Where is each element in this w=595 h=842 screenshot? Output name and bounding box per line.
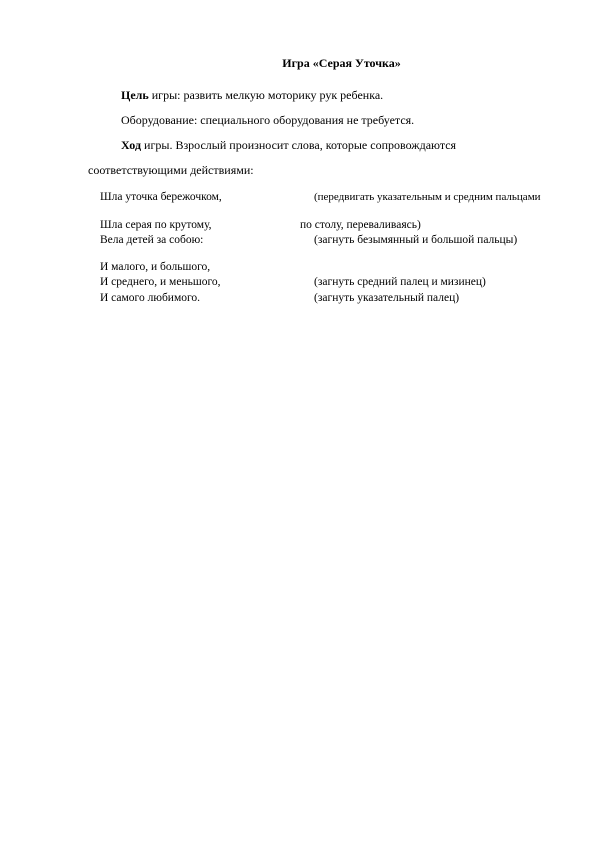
page-title: Игра «Серая Уточка» [282, 56, 401, 70]
poem-line-right: (загнуть средний палец и мизинец) [314, 276, 486, 288]
procedure-continuation: соответствующими действиями: [88, 163, 254, 177]
goal-text: игры: развить мелкую моторику рук ребенка. [148, 88, 384, 102]
procedure-label: Ход [121, 138, 142, 152]
poem-line-left: Шла уточка бережочком, [100, 191, 222, 203]
poem-line-left: Вела детей за собою: [100, 234, 204, 246]
goal-paragraph [121, 88, 383, 102]
poem-line-left: И малого, и большого, [100, 261, 211, 273]
poem-line-right: (загнуть указательный палец) [314, 292, 460, 304]
procedure-paragraph [121, 138, 456, 152]
poem-line-left: И среднего, и меньшого, [100, 276, 221, 288]
poem-line-right: (загнуть безымянный и большой пальцы) [314, 234, 518, 246]
equipment-paragraph: Оборудование: специального оборудования не требуется. [121, 113, 415, 127]
goal-label: Цель [121, 88, 149, 102]
poem-line-right: (передвигать указательным и средним пальцами [314, 191, 541, 203]
poem-line-right: по столу, переваливаясь) [300, 219, 421, 231]
poem-line-left: И самого любимого. [100, 292, 201, 304]
procedure-text: игры. Взрослый произносит слова, которые сопровождаются [141, 138, 457, 152]
poem-line-left: Шла серая по крутому, [100, 219, 212, 231]
